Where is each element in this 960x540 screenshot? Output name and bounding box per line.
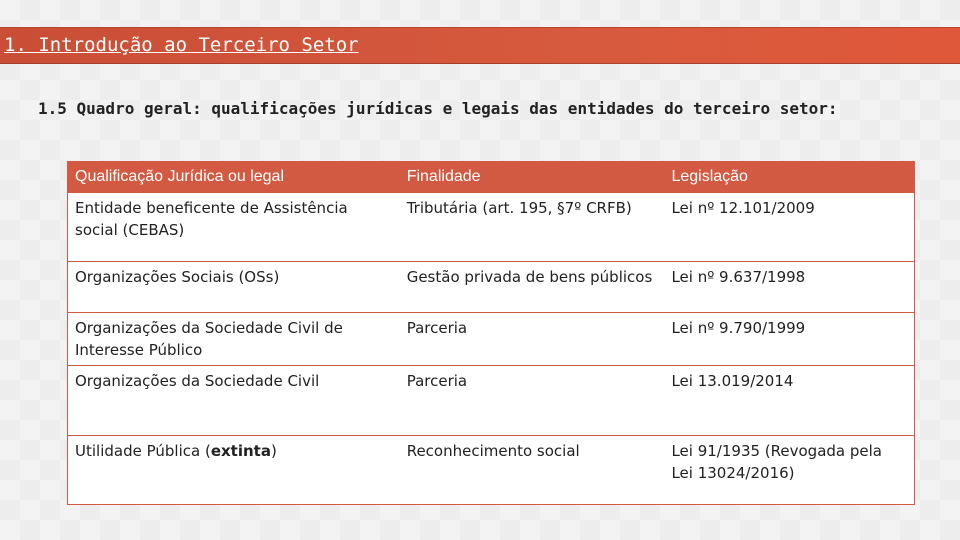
page-title: 1. Introdução ao Terceiro Setor — [4, 34, 359, 56]
column-header-qualificacao: Qualificação Jurídica ou legal — [68, 162, 400, 193]
cell-finalidade: Reconhecimento social — [400, 436, 665, 505]
cell-qualificacao: Organizações da Sociedade Civil de Interesse Público — [68, 313, 400, 366]
table-row — [68, 193, 915, 262]
cell-qualificacao — [68, 436, 400, 505]
cell-legislacao: Lei 13.019/2014 — [664, 366, 914, 436]
cell-qualificacao: Organizações da Sociedade Civil — [68, 366, 400, 436]
cell-legislacao: Lei nº 9.790/1999 — [664, 313, 914, 366]
cell-qualificacao-prefix: Utilidade Pública ( — [75, 442, 211, 460]
cell-qualificacao: Organizações Sociais (OSs) — [68, 262, 400, 313]
qualifications-table — [67, 161, 915, 505]
cell-finalidade: Parceria — [400, 313, 665, 366]
table-row — [68, 262, 915, 313]
cell-legislacao: Lei nº 12.101/2009 — [664, 193, 914, 262]
cell-qualificacao: Entidade beneficente de Assistência social (CEBAS) — [68, 193, 400, 262]
table-header-row — [68, 162, 915, 193]
cell-finalidade: Parceria — [400, 366, 665, 436]
cell-qualificacao-bold: extinta — [210, 442, 271, 460]
column-header-finalidade: Finalidade — [400, 162, 665, 193]
cell-legislacao: Lei nº 9.637/1998 — [664, 262, 914, 313]
section-subtitle: 1.5 Quadro geral: qualificações jurídicas e legais das entidades do terceiro setor: — [38, 99, 838, 118]
cell-finalidade: Tributária (art. 195, §7º CRFB) — [400, 193, 665, 262]
title-bar — [0, 27, 960, 64]
table-row — [68, 313, 915, 366]
table-row — [68, 366, 915, 436]
cell-qualificacao-suffix: ) — [270, 442, 277, 460]
cell-finalidade: Gestão privada de bens públicos — [400, 262, 665, 313]
cell-legislacao: Lei 91/1935 (Revogada pela Lei 13024/2016) — [664, 436, 914, 505]
table-row — [68, 436, 915, 505]
column-header-legislacao: Legislação — [664, 162, 914, 193]
